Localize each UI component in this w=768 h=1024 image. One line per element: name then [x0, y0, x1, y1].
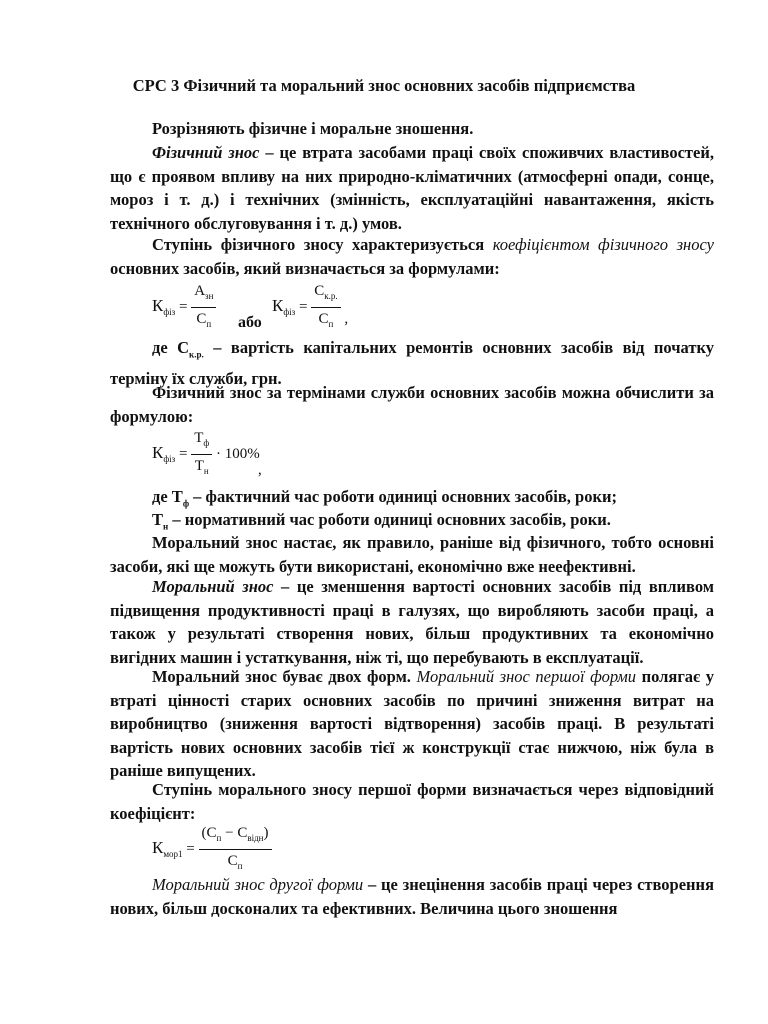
physical-coef-italic: коефіцієнтом фізичного зносу	[492, 235, 714, 254]
paragraph-moral-intro: Моральний знос настає, як правило, раніше від фізичного, тобто основні засоби, які ще можуть бути використані, економічно вже неефективні.	[110, 533, 714, 576]
physical-wear-definition: – це втрата засобами праці своїх споживчих властивостей, що є проявом впливу на них природно-кліматичних (атмосферні опади, сонце, мороз і т. д.) і технічних (змінність, експлуатаційні навантаження, якість технічного обслуговування і т. д.) умов.	[110, 143, 714, 233]
formula-k-sub: фіз	[163, 453, 176, 464]
normative-time-a: Т	[152, 510, 164, 529]
formula-denominator: $С_п$	[196, 311, 212, 329]
paragraph-service-terms: Фізичний знос за термінами служби основних засобів можна обчислити за формулою:	[110, 383, 714, 426]
formula-denominator: $С_п$	[227, 853, 243, 871]
term-moral-wear: Моральний знос	[152, 577, 274, 596]
formula-equals: =	[186, 840, 195, 857]
formula-comma: ,	[344, 310, 349, 327]
paragraph-moral-wear	[110, 575, 714, 669]
moral-forms-b: полягає у втраті цінності старих основних засобів по причині зниження витрат на виробництво (зниження вартості відтворення) засобів праці. В результаті вартість нових основних засобів тієї ж конструкції стає нижчою, ніж була в раніше випущених.	[110, 667, 714, 780]
normative-time-sub: н	[163, 521, 169, 532]
formula-physical-time	[152, 427, 260, 482]
repairs-def-a: де С	[152, 338, 190, 357]
formula-k-sub: фіз	[283, 306, 296, 317]
formula-k: К	[152, 295, 164, 315]
formula-equals: =	[298, 298, 308, 315]
repairs-def-sub: к.р.	[189, 349, 204, 360]
paragraph-first-form-coef: Ступінь морального зносу першої форми визначається через відповідний коефіцієнт:	[110, 780, 714, 823]
intro-text: Розрізняють фізичне і моральне зношення.	[152, 119, 474, 138]
actual-time-a: де Т	[152, 487, 183, 506]
formula-or-word: або	[238, 314, 262, 331]
formula-denominator: $С_п$	[318, 311, 334, 329]
actual-time-sub: ф	[182, 498, 190, 509]
formula-physical-amortization	[152, 280, 216, 335]
formula-numerator: $А_{зн}$	[191, 280, 216, 308]
physical-coef-text-a: Ступінь фізичного зносу характеризується	[152, 235, 493, 254]
second-form-definition: – це знецінення засобів праці через створення нових, більш досконалих та ефективних. Величина цього зношення	[110, 875, 714, 918]
paragraph-second-form	[110, 873, 714, 920]
formula-numerator: $Т_ф$	[191, 427, 212, 455]
formula-physical-repairs	[272, 280, 348, 335]
term-physical-wear: Фізичний знос	[152, 143, 260, 162]
formula-fraction	[199, 822, 272, 877]
normative-time-b: – нормативний час роботи одиниці основних засобів, роки.	[168, 510, 611, 529]
second-form-italic: Моральний знос другої форми	[152, 875, 364, 894]
formula-k: К	[272, 295, 284, 315]
formula-comma: ,	[258, 462, 262, 478]
paragraph-moral-forms	[110, 665, 714, 783]
paragraph-intro	[110, 117, 714, 141]
formula-k-sub: мор1	[163, 848, 183, 859]
actual-time-b: – фактичний час роботи одиниці основних засобів, роки;	[189, 487, 617, 506]
formula-fraction	[311, 280, 340, 335]
formula-k: К	[152, 837, 164, 857]
formula-moral-first	[152, 822, 272, 877]
formula-k-sub: фіз	[163, 306, 176, 317]
paragraph-physical-wear	[110, 141, 714, 235]
formula-fraction	[191, 427, 212, 482]
moral-forms-a: Моральний знос буває двох форм.	[152, 667, 417, 686]
formula-denominator: $Т_н$	[194, 458, 209, 476]
formula-fraction	[191, 280, 216, 335]
moral-wear-definition: – це зменшення вартості основних засобів під впливом підвищення продуктивності праці в галузях, що виробляють засоби праці, а також у результаті створення нових, більш продуктивних та економічно вигідних машин і устаткування, ніж ті, що перебувають в експлуатації.	[110, 577, 714, 667]
formula-numerator: $(С_п - С_{відн})$	[199, 822, 272, 850]
formula-percent: · 100%	[215, 445, 260, 462]
formula-k: К	[152, 442, 164, 462]
formula-numerator: $С_{к.р.}$	[311, 280, 340, 308]
physical-coef-text-b: основних засобів, який визначається за формулами:	[110, 258, 500, 278]
formula-equals: =	[178, 298, 188, 315]
paragraph-physical-coef	[110, 233, 714, 280]
formula-equals: =	[178, 445, 188, 462]
repairs-def-b: – вартість капітальних ремонтів основних засобів від початку терміну їх служби, грн.	[110, 338, 715, 388]
moral-forms-italic: Моральний знос першої форми	[416, 667, 637, 686]
page-title: СРС 3 Фізичний та моральний знос основних засобів підприємства	[132, 76, 636, 95]
